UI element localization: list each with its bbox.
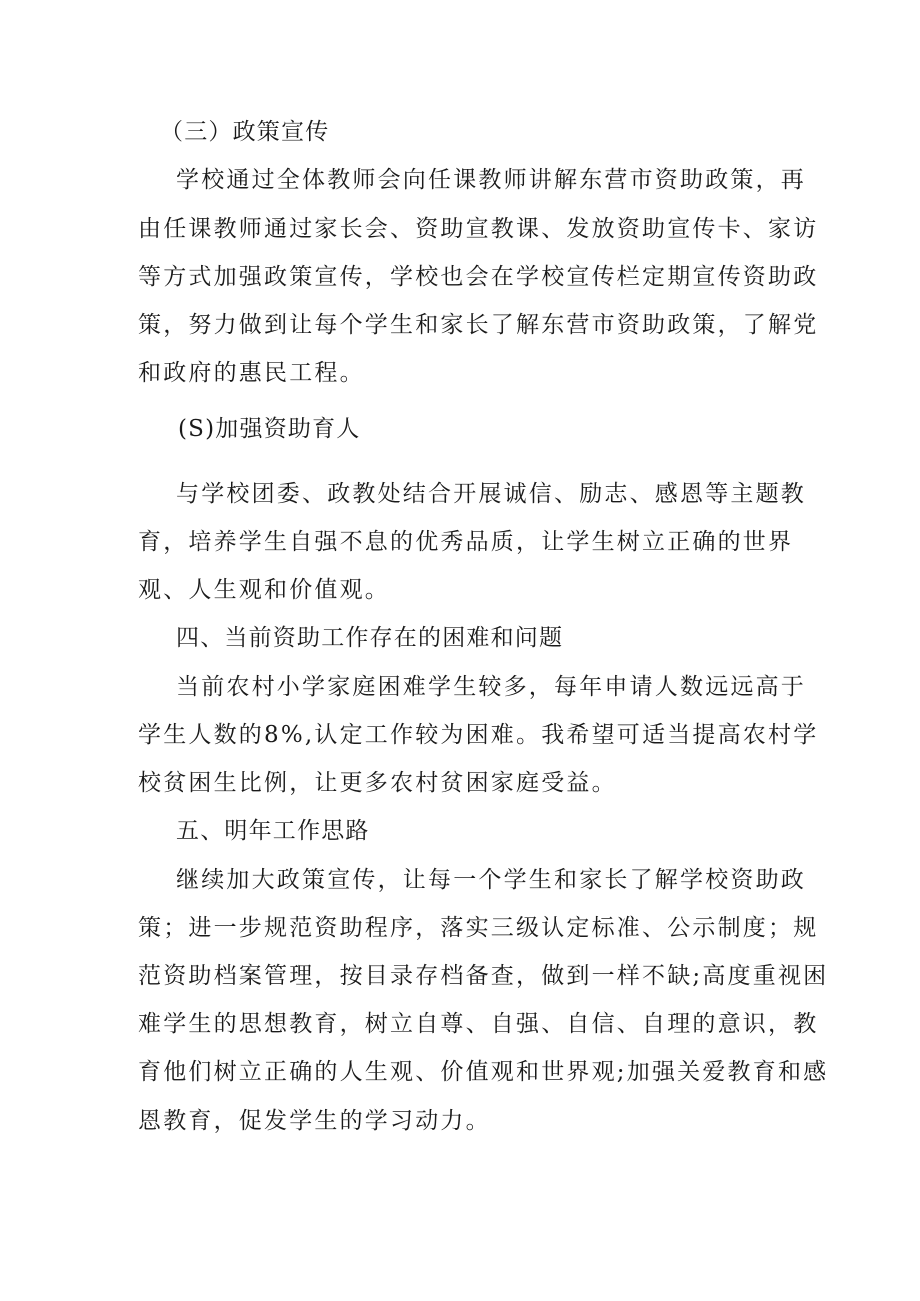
section-5-body-line-1: 继续加大政策宣传，让每一个学生和家长了解学校资助政 <box>176 867 806 893</box>
section-3-body-line-3: 等方式加强政策宣传，学校也会在学校宣传栏定期宣传资助政 <box>138 264 819 290</box>
section-s-body-line-1: 与学校团委、政教处结合开展诚信、励志、感恩等主题教 <box>176 481 806 507</box>
section-4-body-line-3: 校贫困生比例，让更多农村贫困家庭受益。 <box>138 770 617 796</box>
section-4-heading: 四、当前资助工作存在的困难和问题 <box>176 625 564 651</box>
section-5-body-line-4: 难学生的思想教育，树立自尊、自强、自信、自理的意识，教 <box>138 1011 819 1037</box>
section-s-body-line-2: 育，培养学生自强不息的优秀品质，让学生树立正确的世界 <box>138 529 794 555</box>
section-5-heading: 五、明年工作思路 <box>176 818 370 844</box>
section-3-body-line-2: 由任课教师通过家长会、资助宣教课、发放资助宣传卡、家访 <box>138 216 819 242</box>
section-3-heading: （三）政策宣传 <box>160 119 330 145</box>
section-3-body-line-5: 和政府的惠民工程。 <box>138 360 365 386</box>
section-s-body-line-3: 观、人生观和价值观。 <box>138 577 390 603</box>
section-3-body-line-4: 策，努力做到让每个学生和家长了解东营市资助政策，了解党 <box>138 312 819 338</box>
section-5-body-line-3: 范资助档案管理，按目录存档备查，做到一样不缺;高度重视困 <box>138 963 829 989</box>
section-5-body-line-5: 育他们树立正确的人生观、价值观和世界观;加强关爱教育和感 <box>138 1059 829 1085</box>
section-5-body-line-2: 策；进一步规范资助程序，落实三级认定标准、公示制度；规 <box>138 915 819 941</box>
section-4-body-line-1: 当前农村小学家庭困难学生较多，每年申请人数远远高于 <box>176 674 806 700</box>
section-4-body-line-2: 学生人数的8%,认定工作较为困难。我希望可适当提高农村学 <box>138 722 819 748</box>
section-s-heading: (S)加强资助育人 <box>178 416 361 442</box>
section-3-body-line-1: 学校通过全体教师会向任课教师讲解东营市资助政策，再 <box>176 167 806 193</box>
section-5-body-line-6: 恩教育，促发学生的学习动力。 <box>138 1108 491 1134</box>
